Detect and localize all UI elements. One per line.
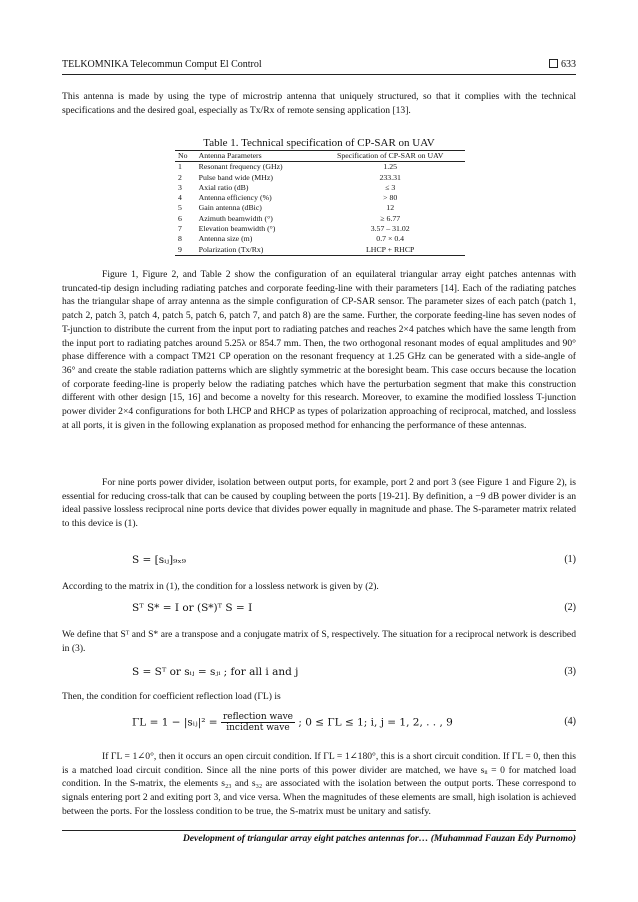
equation-4-number: (4) xyxy=(564,716,576,727)
equation-1 xyxy=(62,554,576,570)
col-parameter: Antenna Parameters xyxy=(198,151,262,160)
table-row: 3 Axial ratio (dB) ≤ 3 xyxy=(178,182,396,192)
text-before-eq3: We define that Sᵀ and S* are a transpose and a conjugate matrix of S, respectively. The situation for a reciprocal network is described in (3). xyxy=(62,629,576,654)
equation-2-number: (2) xyxy=(564,602,576,613)
equation-1-number: (1) xyxy=(564,554,576,565)
equation-3-expr: S = Sᵀ or sᵢⱼ = sⱼᵢ ; for all i and j xyxy=(132,666,299,678)
fraction-numerator: reflection wave xyxy=(222,712,293,722)
table-header-row xyxy=(175,151,465,162)
equation-3 xyxy=(62,666,576,682)
fraction-denominator: incident wave xyxy=(226,723,290,733)
table-row: 9 Polarization (Tx/Rx) LHCP + RHCP xyxy=(175,245,465,256)
checkbox-icon xyxy=(549,59,558,68)
text-before-eq4: Then, the condition for coefficient reflection load (ΓL) is xyxy=(62,691,281,702)
equation-4-rhs: ; 0 ≤ ΓL ≤ 1; i, j = 1, 2, . . , 9 xyxy=(298,716,453,729)
running-header xyxy=(62,58,576,75)
table-caption: Table 1. Technical specification of CP-SAR on UAV xyxy=(203,137,435,149)
table-row: 5 Gain antenna (dBic) 12 xyxy=(178,203,395,213)
table-row: 7 Elevation beamwidth (°) 3.57 – 31.02 xyxy=(178,224,410,234)
table-row: 2 Pulse band wide (MHz) 233.31 xyxy=(178,172,401,182)
equation-4-fraction xyxy=(221,712,295,733)
running-footer: Development of triangular array eight patches antennas for… (Muhammad Fauzan Edy Purnomo) xyxy=(62,830,576,844)
table-row: 4 Antenna efficiency (%) > 80 xyxy=(178,193,398,203)
intro-paragraph: This antenna is made by using the type of microstrip antenna that uniquely structured, so that it complies with the technical specifications and the desired goal, especially as Tx/Rx of remote sensing application [13]. xyxy=(62,91,576,116)
spec-table xyxy=(175,150,465,256)
equation-4 xyxy=(62,710,576,736)
table-row: 8 Antenna size (m) 0.7 × 0.4 xyxy=(178,234,405,244)
equation-1-expr: S = [sᵢⱼ]₉ₓ₉ xyxy=(132,554,187,566)
table-row: 1 Resonant frequency (GHz) 1.25 xyxy=(178,162,398,172)
body-paragraph-2: For nine ports power divider, isolation between output ports, for example, port 2 and port 3 (see Figure 1 and Figure 2), is essential for reducing cross-talk that can be caused by coupling between the ports [19-21]. By definition, a −9 dB power divider is an ideal passive lossless reciprocal nine ports device that divides power equally in magnitude and phase. The S-parameter matrix related to this device is (1). xyxy=(62,477,576,530)
equation-4-expr xyxy=(132,712,453,733)
journal-name: TELKOMNIKA Telecommun Comput El Control xyxy=(62,59,262,70)
body-paragraph-3: If ΓL = 1∠0°, then it occurs an open circuit condition. If ΓL = 1∠180°, this is a short circuit condition. If ΓL = 0, then this is a matched load circuit condition. Since all the nine ports of this power divider are matched, we have sᵢᵢ = 0 for matched load condition. In the S-matrix, the elements s₂₃ and s₃₂ are associated with the isolation between the output ports. These correspond to signals entering port 2 and exiting port 3, and vice versa. When the magnitudes of these elements are small, high isolation is achieved between the ports. For the lossless condition to be true, the S-matrix must be unitary and satisfy. xyxy=(62,751,576,817)
equation-3-number: (3) xyxy=(564,666,576,677)
body-paragraph-1: Figure 1, Figure 2, and Table 2 show the configuration of an equilateral triangular array eight patches antennas with truncated-tip design including radiating patches and corporate feeding-line with their parameters [14]. Each of the radiating patches has the triangular shape of array antenna as the simple configuration of CP-SAR sensor. The parameter sizes of each patch (patch 1, patch 2, patch 3, patch 4, patch 5, patch 6, patch 7, and patch 8) are the same. Further, the corporate feeding-line has seven nodes of T-junction to distribute the current from the input port to radiating patches and reaches 2×4 patches which have the same length from the input port to radiating patches around 5.25λ or 854.7 mm. Then, the two orthogonal resonant modes of equal amplitudes and 90° phase difference with a compact TM21 CP operation on the resonant frequency at 1.25 GHz can be generated with a side-angle of 36° and create the stable radiation patterns which are slightly symmetric at the boresight beam. This case occurs because the location of corporate feeding-line is properly below the radiating patches which have the perturbation segment that make this construction different with other design [15, 16] and become a novelty for this research. Moreover, to examine the modified lossless T-junction power divider 2×4 configurations for both LHCP and RHCP as types of polarization approaching of reciprocal, matched, and lossless at all ports, it is given in the following explanation as proposed method for enhancing the performance of these antennas. xyxy=(62,269,576,431)
text-before-eq2: According to the matrix in (1), the condition for a lossless network is given by (2). xyxy=(62,581,379,592)
col-spec: Specification of CP-SAR on UAV xyxy=(336,151,444,160)
equation-2 xyxy=(62,602,576,618)
equation-2-expr: Sᵀ S* = I or (S*)ᵀ S = I xyxy=(132,602,253,614)
equation-4-lhs: ΓL = 1 − |sᵢⱼ|² = xyxy=(132,716,218,729)
table-row: 6 Azimuth beamwidth (°) ≥ 6.77 xyxy=(178,213,401,223)
col-no: No xyxy=(178,151,188,160)
page-number: 633 xyxy=(549,59,576,70)
